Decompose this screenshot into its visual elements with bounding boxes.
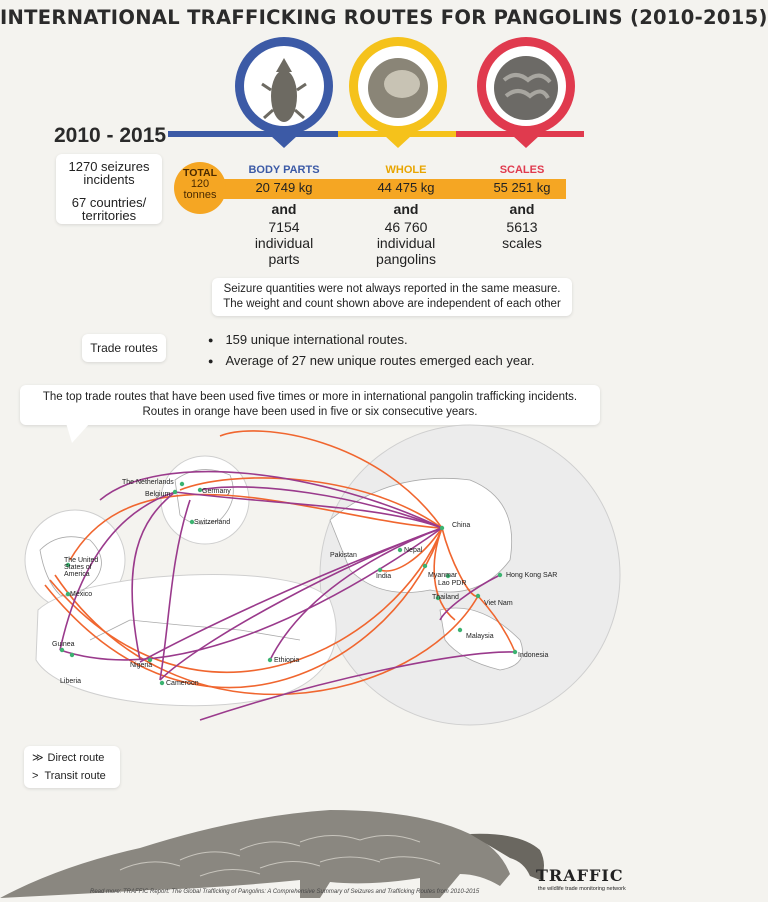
label-china: China	[452, 522, 471, 529]
label-usa: The United States of America	[64, 557, 99, 578]
label-nepal: Nepal	[404, 547, 423, 554]
total-unit: tonnes	[183, 189, 217, 201]
label-netherlands: The Netherlands	[122, 479, 174, 486]
category-count-unit: scales	[502, 235, 542, 251]
category-count: 46 760	[384, 219, 428, 235]
category-weight: 55 251 kg	[493, 180, 551, 195]
label-liberia: Liberia	[60, 678, 82, 685]
label-indonesia: Indonesia	[518, 652, 549, 659]
label-germany: Germany	[202, 488, 231, 495]
category-weight: 44 475 kg	[377, 180, 435, 195]
label-ethiopia: Ethiopia	[274, 657, 300, 664]
category-count: 5613	[506, 219, 538, 235]
category-name: WHOLE	[385, 164, 427, 176]
page-title: INTERNATIONAL TRAFFICKING ROUTES FOR PANGOLINS (2010-2015)	[0, 6, 768, 29]
category-and: and	[393, 201, 419, 217]
total-value: 120	[190, 178, 210, 190]
category-and: and	[271, 201, 297, 217]
label-switzerland: Switzerland	[194, 519, 231, 526]
note-line1: Seizure quantities were not always reported in the same measure.	[223, 283, 561, 295]
label-lao: Lao PDR	[438, 580, 467, 587]
label-vietnam: Viet Nam	[484, 600, 513, 607]
routes-note-line1: The top trade routes that have been used five times or more in international pangolin trafficking incidents.	[42, 391, 578, 403]
note-line2: The weight and count shown above are independent of each other	[223, 298, 561, 310]
total-label: TOTAL	[182, 167, 218, 179]
label-guinea: Guinea	[52, 641, 75, 648]
legend-direct: ≫ Direct route	[32, 752, 105, 764]
countries-count: 67 countries/ territories	[71, 195, 147, 223]
label-malaysia: Malaysia	[466, 633, 494, 640]
category-name: SCALES	[499, 164, 545, 176]
period-label: 2010 - 2015	[54, 124, 167, 147]
legend-transit: > Transit route	[32, 770, 106, 782]
label-india: India	[376, 573, 392, 580]
category-count-unit: individual pangolins	[376, 235, 436, 267]
trade-bullet-1: ● 159 unique international routes.	[208, 332, 408, 347]
traffic-logo: TRAFFIC	[536, 866, 624, 885]
label-myanmar: Myanmar	[428, 572, 458, 579]
category-name: BODY PARTS	[248, 164, 320, 176]
category-count-unit: individual parts	[254, 235, 314, 267]
category-and: and	[509, 201, 535, 217]
seizures-count: 1270 seizures incidents	[68, 159, 150, 187]
label-cameroon: Cameroon	[166, 680, 199, 687]
label-belgium: Belgium	[145, 491, 171, 498]
category-weight: 20 749 kg	[255, 180, 313, 195]
label-hongkong: Hong Kong SAR	[506, 572, 558, 579]
traffic-tagline: the wildlife trade monitoring network	[538, 886, 626, 892]
label-pakistan: Pakistan	[330, 552, 357, 559]
trade-routes-label: Trade routes	[82, 334, 166, 362]
label-nigeria: Nigeria	[130, 662, 153, 669]
label-mexico: Mexico	[70, 591, 93, 598]
trade-bullet-2: ● Average of 27 new unique routes emerged each year.	[208, 353, 535, 368]
label-thailand: Thailand	[432, 594, 459, 601]
routes-note-line2: Routes in orange have been used in five or six consecutive years.	[142, 406, 478, 418]
category-count: 7154	[268, 219, 300, 235]
source-credit: Read more: TRAFFIC Report: The Global Trafficking of Pangolins: A Comprehensive Summary of Seizures and Trafficking Routes from 2010-2015	[90, 889, 480, 895]
